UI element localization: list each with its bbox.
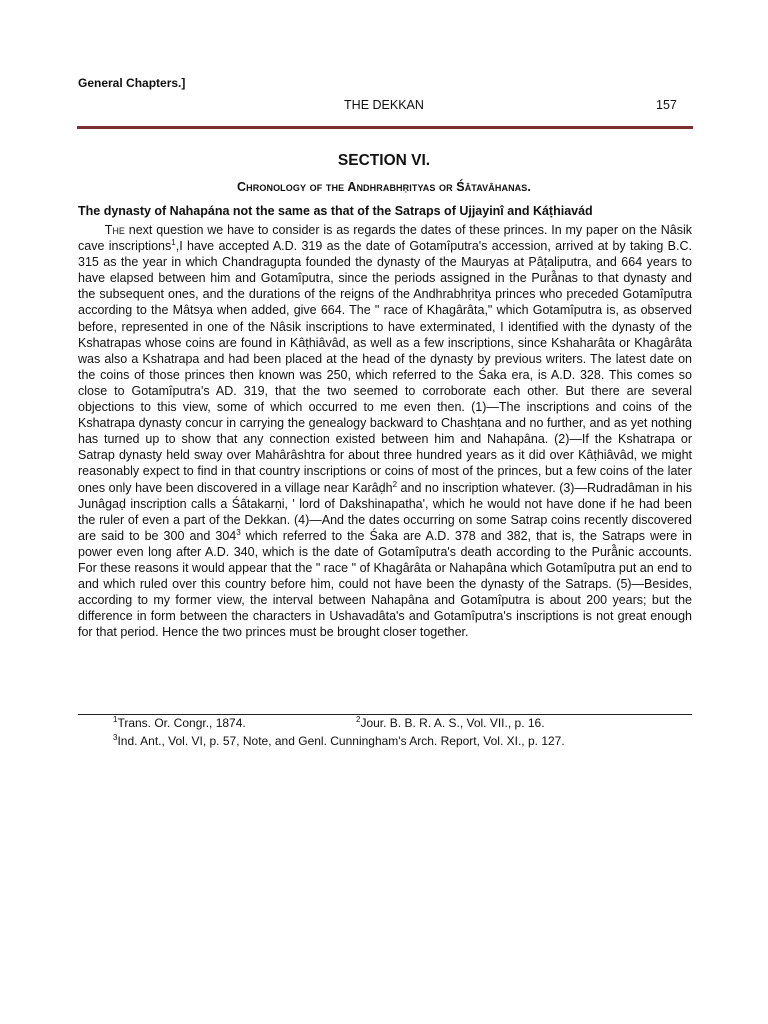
footnote-ref-1[interactable]: 1: [171, 237, 176, 247]
footnote-3: [113, 734, 565, 748]
section-heading: SECTION VI.: [337, 152, 431, 169]
page-number: 157: [656, 98, 677, 112]
section-subheading: The dynasty of Nahapána not the same as that of the Satraps of Ujjayinî and Káṭhiavád: [78, 204, 593, 218]
footnote-ref-3[interactable]: 3: [236, 527, 241, 537]
running-header-title: THE DEKKAN: [344, 98, 424, 112]
footnote-2-text: Jour. B. B. R. A. S., Vol. VII., p. 16.: [360, 716, 545, 730]
footnote-2-mark: 2: [356, 715, 361, 724]
paragraph-text-4: which referred to the Śaka are A.D. 378 and 382, that is, the Satraps were in power even long after A.D. 340, which is the date of Gotamîputra's death according to the Purâ̂nic accounts. For these reasons it would appear that the " race " of Khagârâta or Nahapâna which Gotamîputra put an end to and which ruled over this country before him, could not have been the dynasty of the Satraps. (5)—Besides, according to my former view, the interval between Nahapâna and Gotamîputra is about 200 years; but the difference in form between the characters in Ushavadâta's and Gotamîputra's inscriptions is not great enough for that period. Hence the two princes must be brought closer together.: [78, 528, 692, 640]
paragraph-text-1: next question we have to consider is as regards the dates of these princes. In my paper on the Nâsik cave inscriptions: [78, 223, 692, 254]
paragraph-lead: The: [104, 223, 125, 237]
footnote-divider: [78, 714, 692, 715]
footnote-3-mark: 3: [113, 733, 118, 742]
body-paragraph: [78, 222, 692, 640]
section-title: Chronology of the Andhrabhṛityas or Śâtavâhanas.: [237, 180, 531, 194]
paragraph-text-2: ,I have accepted A.D. 319 as the date of Gotamîputra's accession, arrived at by taking B.C. 315 as the year in which Chandragupta founded the dynasty of the Mauryas at Pâṭaliputra, and 664 years to have elapsed between him and Gotamîputra, since the periods assigned in the Purâ̂nas to that dynasty and the subsequent ones, and the durations of the reigns of the Andhrabhṛitya princes who preceded Gotamîputra according to the Mâtsya when added, give 664. The " race of Khagârâta," which Gotamîputra is, as observed before, represented in one of the Nâsik inscriptions to have exterminated, I identified with the dynasty of the Kshatrapas whose coins are found in Kâṭhiâvâd, as well as a few inscriptions, since Kshaharâta or Khagârâta was also a Kshatrapa and had been placed at the head of the dynasty by previous writers. The latest date on the coins of those princes then known was 250, which referred to the Śaka era, is A.D. 328. This comes so close to Gotamîputra's AD. 319, that the two seemed to corroborate each other. But there are several objections to this view, some of which occurred to me even then. (1)—The inscriptions and coins of the Kshatrapa dynasty concur in carrying the genealogy backward to Chashṭana and no further, and as yet nothing has turned up to show that any connection existed between him and Nahapâna. (2)—If the Kshatrapa or Satrap dynasty held sway over Mahârâshtra for about three hundred years as it did over Kâṭhiâvâd, we might reasonably expect to find in that country inscriptions or coins of most of the princes, but a few coins of the later ones only have been discovered in a village near Karâḍh: [78, 239, 692, 495]
footnote-1-mark: 1: [113, 715, 118, 724]
running-header-chapter: General Chapters.]: [78, 76, 186, 90]
header-divider: [77, 126, 693, 129]
footnote-1-text: Trans. Or. Congr., 1874.: [117, 716, 246, 730]
footnote-ref-2[interactable]: 2: [392, 479, 398, 489]
footnote-1: [113, 716, 246, 730]
footnote-2: [356, 716, 545, 730]
paragraph-text-3: and no inscription whatever. (3)—Rudradâman in his Junâgaḍ inscription calls a Śâtakarṇi, ' lord of Dakshinapatha', which he would not have done if he had been the ruler of even a part of the Dekkan. (4)—And the dates occurring on some Satrap coins recently discovered are said to be 300 and 304: [78, 480, 692, 543]
footnote-3-text: Ind. Ant., Vol. VI, p. 57, Note, and Genl. Cunningham's Arch. Report, Vol. XI., p. 127.: [117, 734, 565, 748]
